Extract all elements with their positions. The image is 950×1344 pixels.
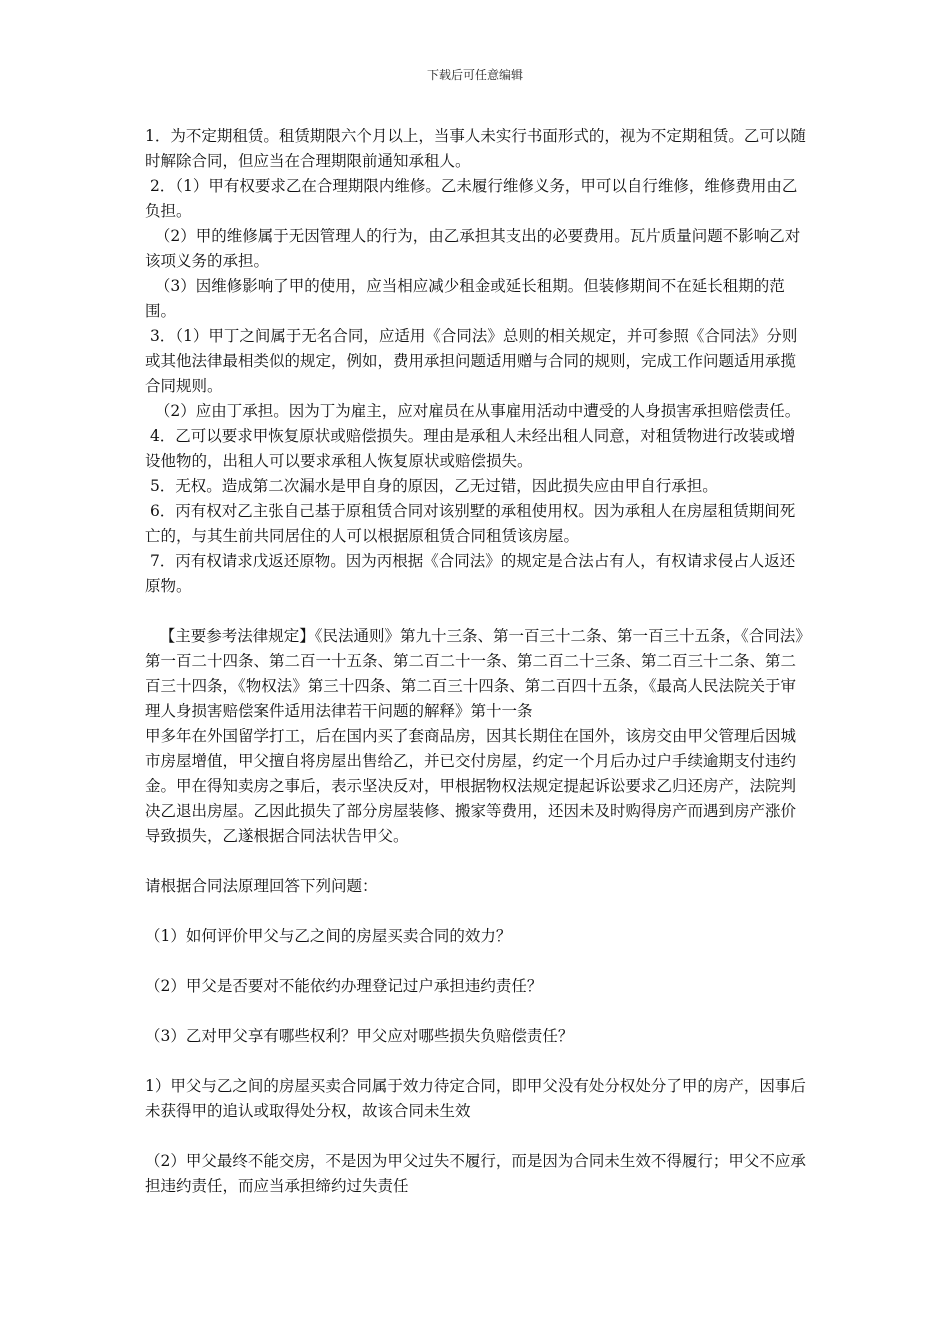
law-references: 【主要参考法律规定】《民法通则》第九十三条、第一百三十二条、第一百三十五条，《合同法》第一百二十四条、第二百一十五条、第二百二十一条、第二百二十三条、第二百三十二条、第二百三十四条，《物权法》第三十四条、第二百三十四条、第二百四十五条，《最高人民法院关于审理人身损害赔偿案件适用法律若干问题的解释》第十一条 [145,627,804,720]
case-answer: 1）甲父与乙之间的房屋买卖合同属于效力待定合同，即甲父没有处分权处分了甲的房产，因事后未获得甲的追认或取得处分权，故该合同未生效 [145,1077,806,1120]
page-header: 下载后可任意编辑 [426,68,523,82]
answer-paragraph: （3）因维修影响了甲的使用，应当相应减少租金或延长租期。但装修期间不在延长租期的范围。 [145,277,785,320]
case-answer: （2）甲父最终不能交房，不是因为甲父过失不履行，而是因为合同未生效不得履行；甲父不应承担违约责任，而应当承担缔约过失责任 [145,1152,806,1195]
question-item: （3）乙对甲父享有哪些权利？甲父应对哪些损失负赔偿责任？ [145,1027,574,1045]
answer-paragraph: 2．（1）甲有权要求乙在合理期限内维修。乙未履行维修义务，甲可以自行维修，维修费用由乙负担。 [145,177,798,220]
answer-paragraph: 1．为不定期租赁。租赁期限六个月以上，当事人未实行书面形式的，视为不定期租赁。乙可以随时解除合同，但应当在合理期限前通知承租人。 [145,127,806,170]
answer-paragraph: 3．（1）甲丁之间属于无名合同，应适用《合同法》总则的相关规定，并可参照《合同法》分则或其他法律最相类似的规定，例如，费用承担问题适用赠与合同的规则，完成工作问题适用承揽合同规则。 [145,327,798,395]
answer-paragraph: 7．丙有权请求戊返还原物。因为丙根据《合同法》的规定是合法占有人，有权请求侵占人返还原物。 [145,552,796,595]
question-prompt: 请根据合同法原理回答下列问题： [145,877,378,895]
answer-paragraph: 4．乙可以要求甲恢复原状或赔偿损失。理由是承租人未经出租人同意，对租赁物进行改装或增设他物的，出租人可以要求承租人恢复原状或赔偿损失。 [145,427,796,470]
answer-paragraph: 5．无权。造成第二次漏水是甲自身的原因，乙无过错，因此损失应由甲自行承担。 [145,477,718,495]
answer-paragraph: 6．丙有权对乙主张自己基于原租赁合同对该别墅的承租使用权。因为承租人在房屋租赁期间死亡的，与其生前共同居住的人可以根据原租赁合同租赁该房屋。 [145,502,796,545]
case-description: 甲多年在外国留学打工，后在国内买了套商品房，因其长期住在国外，该房交由甲父管理后因城市房屋增值，甲父擅自将房屋出售给乙，并已交付房屋，约定一个月后办过户手续逾期支付违约金。甲在得知卖房之事后，表示坚决反对，甲根据物权法规定提起诉讼要求乙归还房产，法院判决乙退出房屋。乙因此损失了部分房屋装修、搬家等费用，还因未及时购得房产而遇到房产涨价导致损失，乙遂根据合同法状告甲父。 [145,727,797,845]
answer-paragraph: （2）甲的维修属于无因管理人的行为，由乙承担其支出的必要费用。瓦片质量问题不影响乙对该项义务的承担。 [145,227,801,270]
question-item: （2）甲父是否要对不能依约办理登记过户承担违约责任？ [145,977,543,995]
question-item: （1）如何评价甲父与乙之间的房屋买卖合同的效力？ [145,927,512,945]
document-body [145,124,810,1199]
answer-paragraph: （2）应由丁承担。因为丁为雇主，应对雇员在从事雇用活动中遭受的人身损害承担赔偿责任。 [145,402,801,420]
